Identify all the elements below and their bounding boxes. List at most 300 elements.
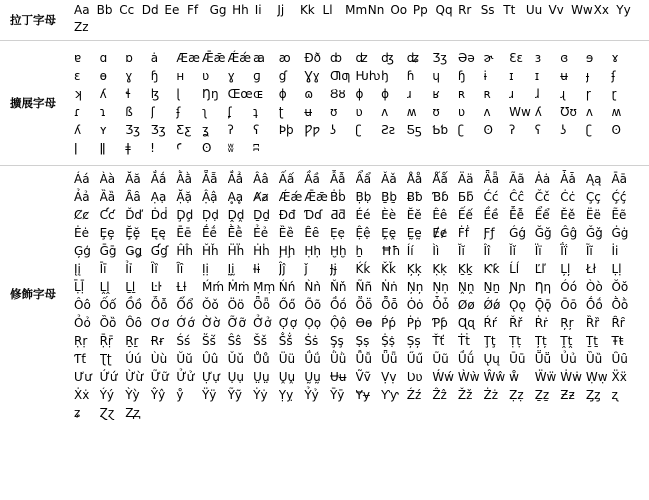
letter-glyph: Āā <box>611 172 628 186</box>
letter-glyph: ẙ <box>176 388 184 402</box>
letter-glyph: ʉ <box>560 69 568 83</box>
letter-glyph: ʐ <box>611 388 618 402</box>
letter-glyph: Ɲɲ <box>509 280 526 294</box>
letter-glyph: ʋ <box>355 105 363 119</box>
letter-glyph: Ćć <box>483 190 499 204</box>
letter-glyph: Õõ <box>304 298 322 312</box>
letter-glyph: Ûû <box>201 352 219 366</box>
letter-glyph: Ỏỏ <box>74 316 91 330</box>
letter-glyph: Ġġ <box>611 226 629 240</box>
letter-glyph: ʄ <box>176 105 181 119</box>
letter-glyph: Ḱḱ <box>355 262 371 276</box>
letter-glyph: ɨ <box>483 69 487 83</box>
letter-glyph: Ƣƣ <box>329 69 351 83</box>
letter-glyph: Ṝṝ <box>99 334 113 348</box>
letter-glyph: Ṳṳ <box>253 370 270 384</box>
letter-glyph: Ḃḃ <box>329 190 346 204</box>
letter-glyph: Åå <box>406 172 423 186</box>
letter-glyph: Ȥȥ <box>585 388 601 402</box>
letter-glyph: Ìì <box>432 244 440 258</box>
letter-glyph: Ớớ <box>176 316 195 330</box>
letter-glyph: Ɓɓ <box>432 190 449 204</box>
letter-glyph: Ǎǎ <box>381 172 397 186</box>
letter-glyph: Ÿÿ <box>201 388 217 402</box>
letter-glyph: Ƙƙ <box>483 262 500 276</box>
letter-glyph: Ff <box>186 3 199 17</box>
letter-glyph: Ħħ <box>381 244 401 258</box>
letter-glyph: Ṧṧ <box>278 334 293 348</box>
letter-glyph: Ẉẉ <box>585 370 608 384</box>
letter-glyph: Ṁṁ <box>227 280 250 294</box>
letter-glyph: Àà <box>99 172 116 186</box>
letter-glyph: Ɠɠ <box>150 244 169 258</box>
letter-glyph: Ww <box>571 3 593 17</box>
letter-glyph: ɧ <box>457 69 466 83</box>
letter-glyph: Ȫȫ <box>253 298 270 312</box>
letter-glyph: Ɋɋ <box>457 316 475 330</box>
letter-glyph: Ṓṓ <box>585 298 603 312</box>
letter-glyph: Ǜǜ <box>329 352 347 366</box>
letter-glyph: Èè <box>381 208 397 222</box>
letter-glyph: ɹ <box>509 87 515 101</box>
letter-glyph: Ôô <box>74 298 91 312</box>
letter-glyph: ɚ <box>483 51 494 65</box>
letter-glyph: Ṑṑ <box>611 298 629 312</box>
letter-glyph: Ḽḽ <box>99 280 110 294</box>
letter-glyph: Ḕḕ <box>227 226 243 240</box>
letter-glyph: Ậậ <box>201 190 218 204</box>
letter-glyph: Ổổ <box>176 298 194 312</box>
letter-glyph: Ầầ <box>304 172 320 186</box>
letter-glyph: ʍ <box>406 105 417 119</box>
letter-glyph: Ȇȇ <box>304 226 320 240</box>
letter-glyph: Ộộ <box>329 316 347 330</box>
letter-glyph: Ģģ <box>74 244 91 258</box>
letter-glyph: Ƚƚ <box>176 280 187 294</box>
letter-glyph: Ỷỷ <box>304 388 319 402</box>
letter-glyph: Zz <box>74 20 89 34</box>
letter-glyph: Ʒʒ <box>150 123 166 137</box>
letter-glyph: ǰ <box>304 262 308 276</box>
letter-glyph: Ḇḇ <box>381 190 397 204</box>
letter-glyph: Oo <box>390 3 408 17</box>
letter-glyph: Ăă <box>125 172 141 186</box>
letter-glyph: Ĩĩ <box>585 244 593 258</box>
letter-glyph: Òò <box>585 280 603 294</box>
letter-glyph: Ẃẃ <box>432 370 454 384</box>
letter-glyph: Ńń <box>278 280 296 294</box>
letter-glyph: Ḁḁ <box>227 190 244 204</box>
letter-glyph: Ƀƀ <box>406 190 423 204</box>
letter-glyph: Ɗɗ <box>304 208 323 222</box>
letter-glyph: Ʒʒ <box>432 51 448 65</box>
letter-glyph: ʄ <box>611 69 616 83</box>
letter-glyph: ɜ <box>534 51 542 65</box>
letter-glyph: ʜ <box>176 69 185 83</box>
letter-glyph: Ȑȑ <box>585 316 600 330</box>
letter-glyph: Ķķ <box>406 262 422 276</box>
letter-glyph: ʤ <box>381 51 394 65</box>
letter-glyph: Ửử <box>176 370 195 384</box>
letter-glyph: Ƿƿ <box>304 123 321 137</box>
letter-glyph: Ềề <box>483 208 499 222</box>
letter-glyph: Ḅḅ <box>355 190 372 204</box>
letter-glyph: ɐ <box>74 51 82 65</box>
letter-glyph: ʀ <box>483 87 491 101</box>
letter-glyph: ʑ <box>74 406 81 420</box>
letter-glyph: Ƞƞ <box>534 280 552 294</box>
letter-glyph: Ṻṻ <box>534 352 552 366</box>
letter-glyph: Ụụ <box>227 370 244 384</box>
letter-glyph: Ǹǹ <box>304 280 321 294</box>
letter-glyph: ȸ <box>329 51 342 65</box>
letter-glyph: Ḑḑ <box>176 208 194 222</box>
letter-glyph: Ởở <box>253 316 272 330</box>
letter-glyph: Ȟȟ <box>201 244 219 258</box>
letter-glyph: Øø <box>457 298 475 312</box>
letter-glyph: Ɉɉ <box>329 262 337 276</box>
letter-glyph: Ẕẕ <box>534 388 550 402</box>
letter-glyph: ʉ <box>304 105 312 119</box>
letter-glyph: Ƽƽ <box>406 123 422 137</box>
letter-glyph: ɶ <box>253 87 264 101</box>
letter-glyph: Țț <box>534 334 547 348</box>
latin-heading: 拉丁字母 <box>0 0 66 41</box>
letter-glyph: Ǿǿ <box>483 298 501 312</box>
letter-glyph: ʏ <box>99 123 107 137</box>
letter-glyph: Śś <box>176 334 191 348</box>
letter-glyph: ɮ <box>150 87 160 101</box>
letter-glyph: Xx <box>593 3 609 17</box>
letter-glyph: Ğğ <box>534 226 552 240</box>
letter-glyph: Şş <box>329 334 344 348</box>
letter-glyph: Ťť <box>432 334 445 348</box>
letter-glyph: ɤ <box>611 51 619 65</box>
letter-glyph: Ṙṙ <box>534 316 548 330</box>
letter-glyph: Ḥḥ <box>304 244 321 258</box>
letter-glyph: Ấấ <box>278 172 295 186</box>
letter-glyph: Ȏȏ <box>125 316 142 330</box>
letter-glyph: Ãã <box>509 172 525 186</box>
letter-glyph: Ȓȓ <box>611 316 625 330</box>
letter-glyph: Êê <box>432 208 448 222</box>
extended-section <box>0 41 649 166</box>
letter-glyph: ʬ <box>227 141 234 155</box>
letter-glyph: Ǣǣ <box>304 190 328 204</box>
letter-glyph: Ýý <box>99 388 115 402</box>
letter-glyph: Ṩṩ <box>381 334 395 348</box>
letter-glyph: Ǘǘ <box>304 352 321 366</box>
letter-glyph: Ȉȉ <box>150 262 158 276</box>
letter-glyph: Ḯḯ <box>560 244 568 258</box>
letter-glyph: Ȗȗ <box>611 352 628 366</box>
letter-glyph: Ốố <box>99 298 117 312</box>
letter-glyph: Ǥǥ <box>125 244 143 258</box>
letter-glyph: Ỹỹ <box>227 388 242 402</box>
letter-glyph: ʌ <box>483 105 491 119</box>
letter-glyph: ʗ <box>457 123 465 137</box>
letter-glyph: Ąą <box>585 172 602 186</box>
letter-glyph: Ɀɀ <box>99 406 115 420</box>
letter-glyph: Ⱥⱥ <box>253 190 269 204</box>
letter-glyph: Łł <box>585 262 597 276</box>
letter-glyph: Ƒƒ <box>483 226 495 240</box>
letter-glyph: Ṹṹ <box>457 352 475 366</box>
letter-glyph: Ɣɣ <box>304 69 320 83</box>
letter-glyph: Ặặ <box>176 190 192 204</box>
letter-glyph: Ḋḋ <box>150 208 168 222</box>
letter-glyph: ɦ <box>406 69 415 83</box>
letter-glyph: Ẏẏ <box>253 388 268 402</box>
letter-glyph: ʗ <box>355 123 362 137</box>
letter-glyph: Żż <box>483 388 499 402</box>
letter-glyph: Ʋʋ <box>406 370 423 384</box>
letter-glyph: Ĺĺ <box>509 262 520 276</box>
letter-glyph: Mm <box>345 3 368 17</box>
letter-glyph: ǁ <box>99 141 106 155</box>
letter-glyph: Ȱȱ <box>432 298 450 312</box>
letter-glyph: ʌ <box>381 105 389 119</box>
letter-glyph: Ųų <box>483 352 500 366</box>
letter-glyph: Ḗḗ <box>201 226 217 240</box>
letter-glyph: Uu <box>525 3 543 17</box>
letter-glyph: Jj <box>277 3 285 17</box>
letter-glyph: Ựự <box>201 370 220 384</box>
letter-glyph: Ṉṉ <box>483 280 501 294</box>
letter-glyph: ʆ <box>227 105 232 119</box>
letter-glyph: Ĵĵ <box>278 262 286 276</box>
letter-glyph: Ẽẽ <box>611 208 627 222</box>
letter-glyph: Ứứ <box>99 370 118 384</box>
letter-glyph: ʊ <box>432 105 440 119</box>
letter-glyph: ɼ <box>585 87 591 101</box>
letter-glyph: Ɨɨ <box>253 262 261 276</box>
letter-glyph: Ȣȣ <box>329 87 346 101</box>
letter-glyph: Ll <box>322 3 333 17</box>
letter-glyph: ʕ <box>253 123 260 137</box>
letter-glyph: Ẁẁ <box>457 370 480 384</box>
letter-glyph: Ĥĥ <box>176 244 194 258</box>
letter-glyph: ɷ <box>304 87 314 101</box>
modified-heading: 修飾字母 <box>10 287 56 301</box>
letter-glyph: Ŗŗ <box>560 316 574 330</box>
letter-glyph: Vv <box>548 3 564 17</box>
letter-glyph: Hh <box>232 3 249 17</box>
letter-glyph: Ǭǭ <box>534 298 552 312</box>
letter-glyph: ʘ <box>483 123 493 137</box>
letter-glyph: Ŏŏ <box>611 280 629 294</box>
letter-glyph: Ḓḓ <box>227 208 245 222</box>
letter-glyph: Ůů <box>253 352 270 366</box>
letter-glyph: Ǐǐ <box>509 244 516 258</box>
letter-glyph: Ɇɇ <box>432 226 448 240</box>
letter-glyph: Ùù <box>150 352 168 366</box>
letter-glyph: Ss <box>480 3 495 17</box>
letter-glyph: Ěě <box>560 208 576 222</box>
letter-glyph: Ṕṕ <box>381 316 396 330</box>
letter-glyph: ʅ <box>201 105 208 119</box>
letter-glyph: ʎ <box>74 123 82 137</box>
letter-glyph: Ṃṃ <box>253 280 276 294</box>
letter-glyph: ʌ <box>585 105 593 119</box>
letter-glyph: ɪ <box>534 69 540 83</box>
letter-glyph: ʕ <box>534 123 541 137</box>
letter-glyph: Ƭƭ <box>74 352 87 366</box>
letter-glyph: ɞ <box>560 51 569 65</box>
letter-glyph: Çç <box>585 190 601 204</box>
letter-glyph: ꜧ <box>381 69 389 83</box>
letter-glyph: Rr <box>458 3 472 17</box>
letter-glyph: Ĭĭ <box>457 244 465 258</box>
letter-glyph: Ūū <box>509 352 526 366</box>
letter-glyph: Ȅȅ <box>278 226 294 240</box>
letter-glyph: Īī <box>99 262 107 276</box>
letter-glyph: Ḉḉ <box>611 190 627 204</box>
letter-glyph: Ʊʊ <box>560 105 577 119</box>
letter-glyph: Ḟḟ <box>457 226 470 240</box>
letter-glyph: Ạạ <box>150 190 167 204</box>
letter-glyph: Ǽǽ <box>278 190 303 204</box>
letter-glyph: ʔ <box>227 123 234 137</box>
letter-glyph: Pp <box>412 3 428 17</box>
letter-glyph: Ꜥ <box>176 141 183 155</box>
letter-glyph: Ǔǔ <box>227 352 244 366</box>
letter-glyph: Ṫṫ <box>457 334 470 348</box>
letter-glyph: Ŕŕ <box>483 316 497 330</box>
letter-glyph: Ŀŀ <box>150 280 162 294</box>
letter-glyph: Ǡǡ <box>560 172 576 186</box>
letter-glyph: Ĝĝ <box>560 226 578 240</box>
letter-glyph: Ǧǧ <box>585 226 603 240</box>
letter-glyph: ʔ <box>509 123 516 137</box>
letter-glyph: Ĕĕ <box>406 208 422 222</box>
letter-glyph: Bb <box>96 3 113 17</box>
letter-glyph: ɘ <box>585 51 594 65</box>
letter-glyph: ɭ <box>176 87 180 101</box>
letter-glyph: ʃ <box>150 105 155 119</box>
extended-glyphs <box>66 41 649 166</box>
letter-glyph: Ểể <box>534 208 550 222</box>
letter-glyph: ɵ <box>99 69 107 83</box>
letter-glyph: Ẍẍ <box>611 370 627 384</box>
letter-glyph: Þþ <box>278 123 294 137</box>
letter-glyph: ɪ <box>509 69 514 83</box>
letter-glyph: ß <box>125 105 133 119</box>
letter-glyph: Ḳḳ <box>432 262 448 276</box>
letter-glyph: Ṋṋ <box>457 280 475 294</box>
letter-glyph: Ṍṍ <box>329 298 347 312</box>
letter-glyph: Ắắ <box>150 172 167 186</box>
letter-glyph: ꜵ <box>278 51 291 65</box>
letter-glyph: Aa <box>74 3 90 17</box>
letter-glyph: Ââ <box>253 172 269 186</box>
letter-glyph: Üü <box>278 352 296 366</box>
letter-glyph: Ḭḭ <box>227 262 235 276</box>
letter-glyph: Ọọ <box>304 316 322 330</box>
letter-glyph: Úú <box>125 352 142 366</box>
letter-glyph: Ēē <box>176 226 192 240</box>
letter-glyph: Ɵɵ <box>355 316 373 330</box>
letter-glyph: Ḙḙ <box>381 226 397 240</box>
letter-glyph: ẘ <box>509 370 519 384</box>
letter-glyph: Ƥƥ <box>432 316 448 330</box>
letter-glyph: ʎ <box>534 105 542 119</box>
letter-glyph: ɸ <box>381 87 390 101</box>
letter-glyph: Ƕƕ <box>355 69 381 83</box>
letter-glyph: ʎ <box>99 87 107 101</box>
letter-glyph: Ṣṣ <box>355 334 370 348</box>
letter-glyph: Íí <box>406 244 414 258</box>
letter-glyph: Ṅṅ <box>381 280 398 294</box>
letter-glyph: Kk <box>299 3 315 17</box>
letter-glyph: ʊ <box>329 105 338 119</box>
letter-glyph: Ŝŝ <box>227 334 242 348</box>
letter-glyph: ɿ <box>99 105 106 119</box>
letter-glyph: ʓ <box>201 123 209 137</box>
letter-glyph: Ḫḫ <box>329 244 347 258</box>
letter-glyph: Ȁȁ <box>99 190 116 204</box>
letter-glyph: Ee <box>164 3 180 17</box>
letter-glyph: ʗ <box>585 123 592 137</box>
letter-glyph: Ȋȋ <box>176 262 184 276</box>
letter-glyph: ɾ <box>74 105 81 119</box>
letter-glyph: Ṷṷ <box>278 370 296 384</box>
letter-glyph: Ẵẵ <box>201 172 218 186</box>
letter-glyph: Ļļ <box>560 262 571 276</box>
letter-glyph: ʭ <box>253 141 260 155</box>
letter-glyph: Ṵṵ <box>304 370 321 384</box>
letter-glyph: Ȩȩ <box>99 226 115 240</box>
letter-glyph: Ċċ <box>560 190 576 204</box>
letter-glyph: Ȧȧ <box>534 172 551 186</box>
letter-glyph: Ảả <box>74 190 90 204</box>
letter-glyph: Šš <box>253 334 268 348</box>
letter-glyph: Ḹḹ <box>74 280 85 294</box>
letter-glyph: ʋ <box>201 69 210 83</box>
letter-glyph: ʖ <box>560 123 567 137</box>
letter-glyph: Ĉĉ <box>509 190 525 204</box>
letter-glyph: Ỉỉ <box>125 262 133 276</box>
letter-glyph: Ææ <box>176 51 200 65</box>
letter-glyph: ɻ <box>560 87 566 101</box>
letter-glyph: Ǣǣ <box>201 51 226 65</box>
letter-glyph: Ƃƃ <box>457 190 474 204</box>
letter-glyph: Ƈƈ <box>99 208 115 222</box>
letter-glyph: Ẩẩ <box>355 172 372 186</box>
letter-glyph: Ẇẇ <box>560 370 582 384</box>
letter-glyph: Ŋŋ <box>201 87 219 101</box>
letter-glyph: Œœ <box>227 87 253 101</box>
letter-glyph: Ľľ <box>534 262 546 276</box>
letter-glyph: Ii <box>254 3 262 17</box>
letter-glyph: Đđ <box>278 208 296 222</box>
letter-glyph: Ḧḧ <box>227 244 245 258</box>
letter-glyph: Ệệ <box>355 226 371 240</box>
letter-glyph: ʍ <box>611 105 622 119</box>
modified-glyphs <box>66 166 649 423</box>
letter-glyph: Ṛṛ <box>74 334 88 348</box>
letter-glyph: Ḝḝ <box>125 226 141 240</box>
letter-glyph: ǃ <box>150 141 155 155</box>
letter-glyph: Ðð <box>304 51 321 65</box>
letter-glyph: Ẓẓ <box>509 388 524 402</box>
letter-glyph: Ňň <box>329 280 347 294</box>
letter-glyph: Ḍḍ <box>201 208 219 222</box>
letter-glyph: Șș <box>406 334 421 348</box>
letter-glyph: Ṯṯ <box>585 334 598 348</box>
letter-glyph: Ẅẅ <box>534 370 557 384</box>
letter-glyph: ʀ <box>457 87 466 101</box>
